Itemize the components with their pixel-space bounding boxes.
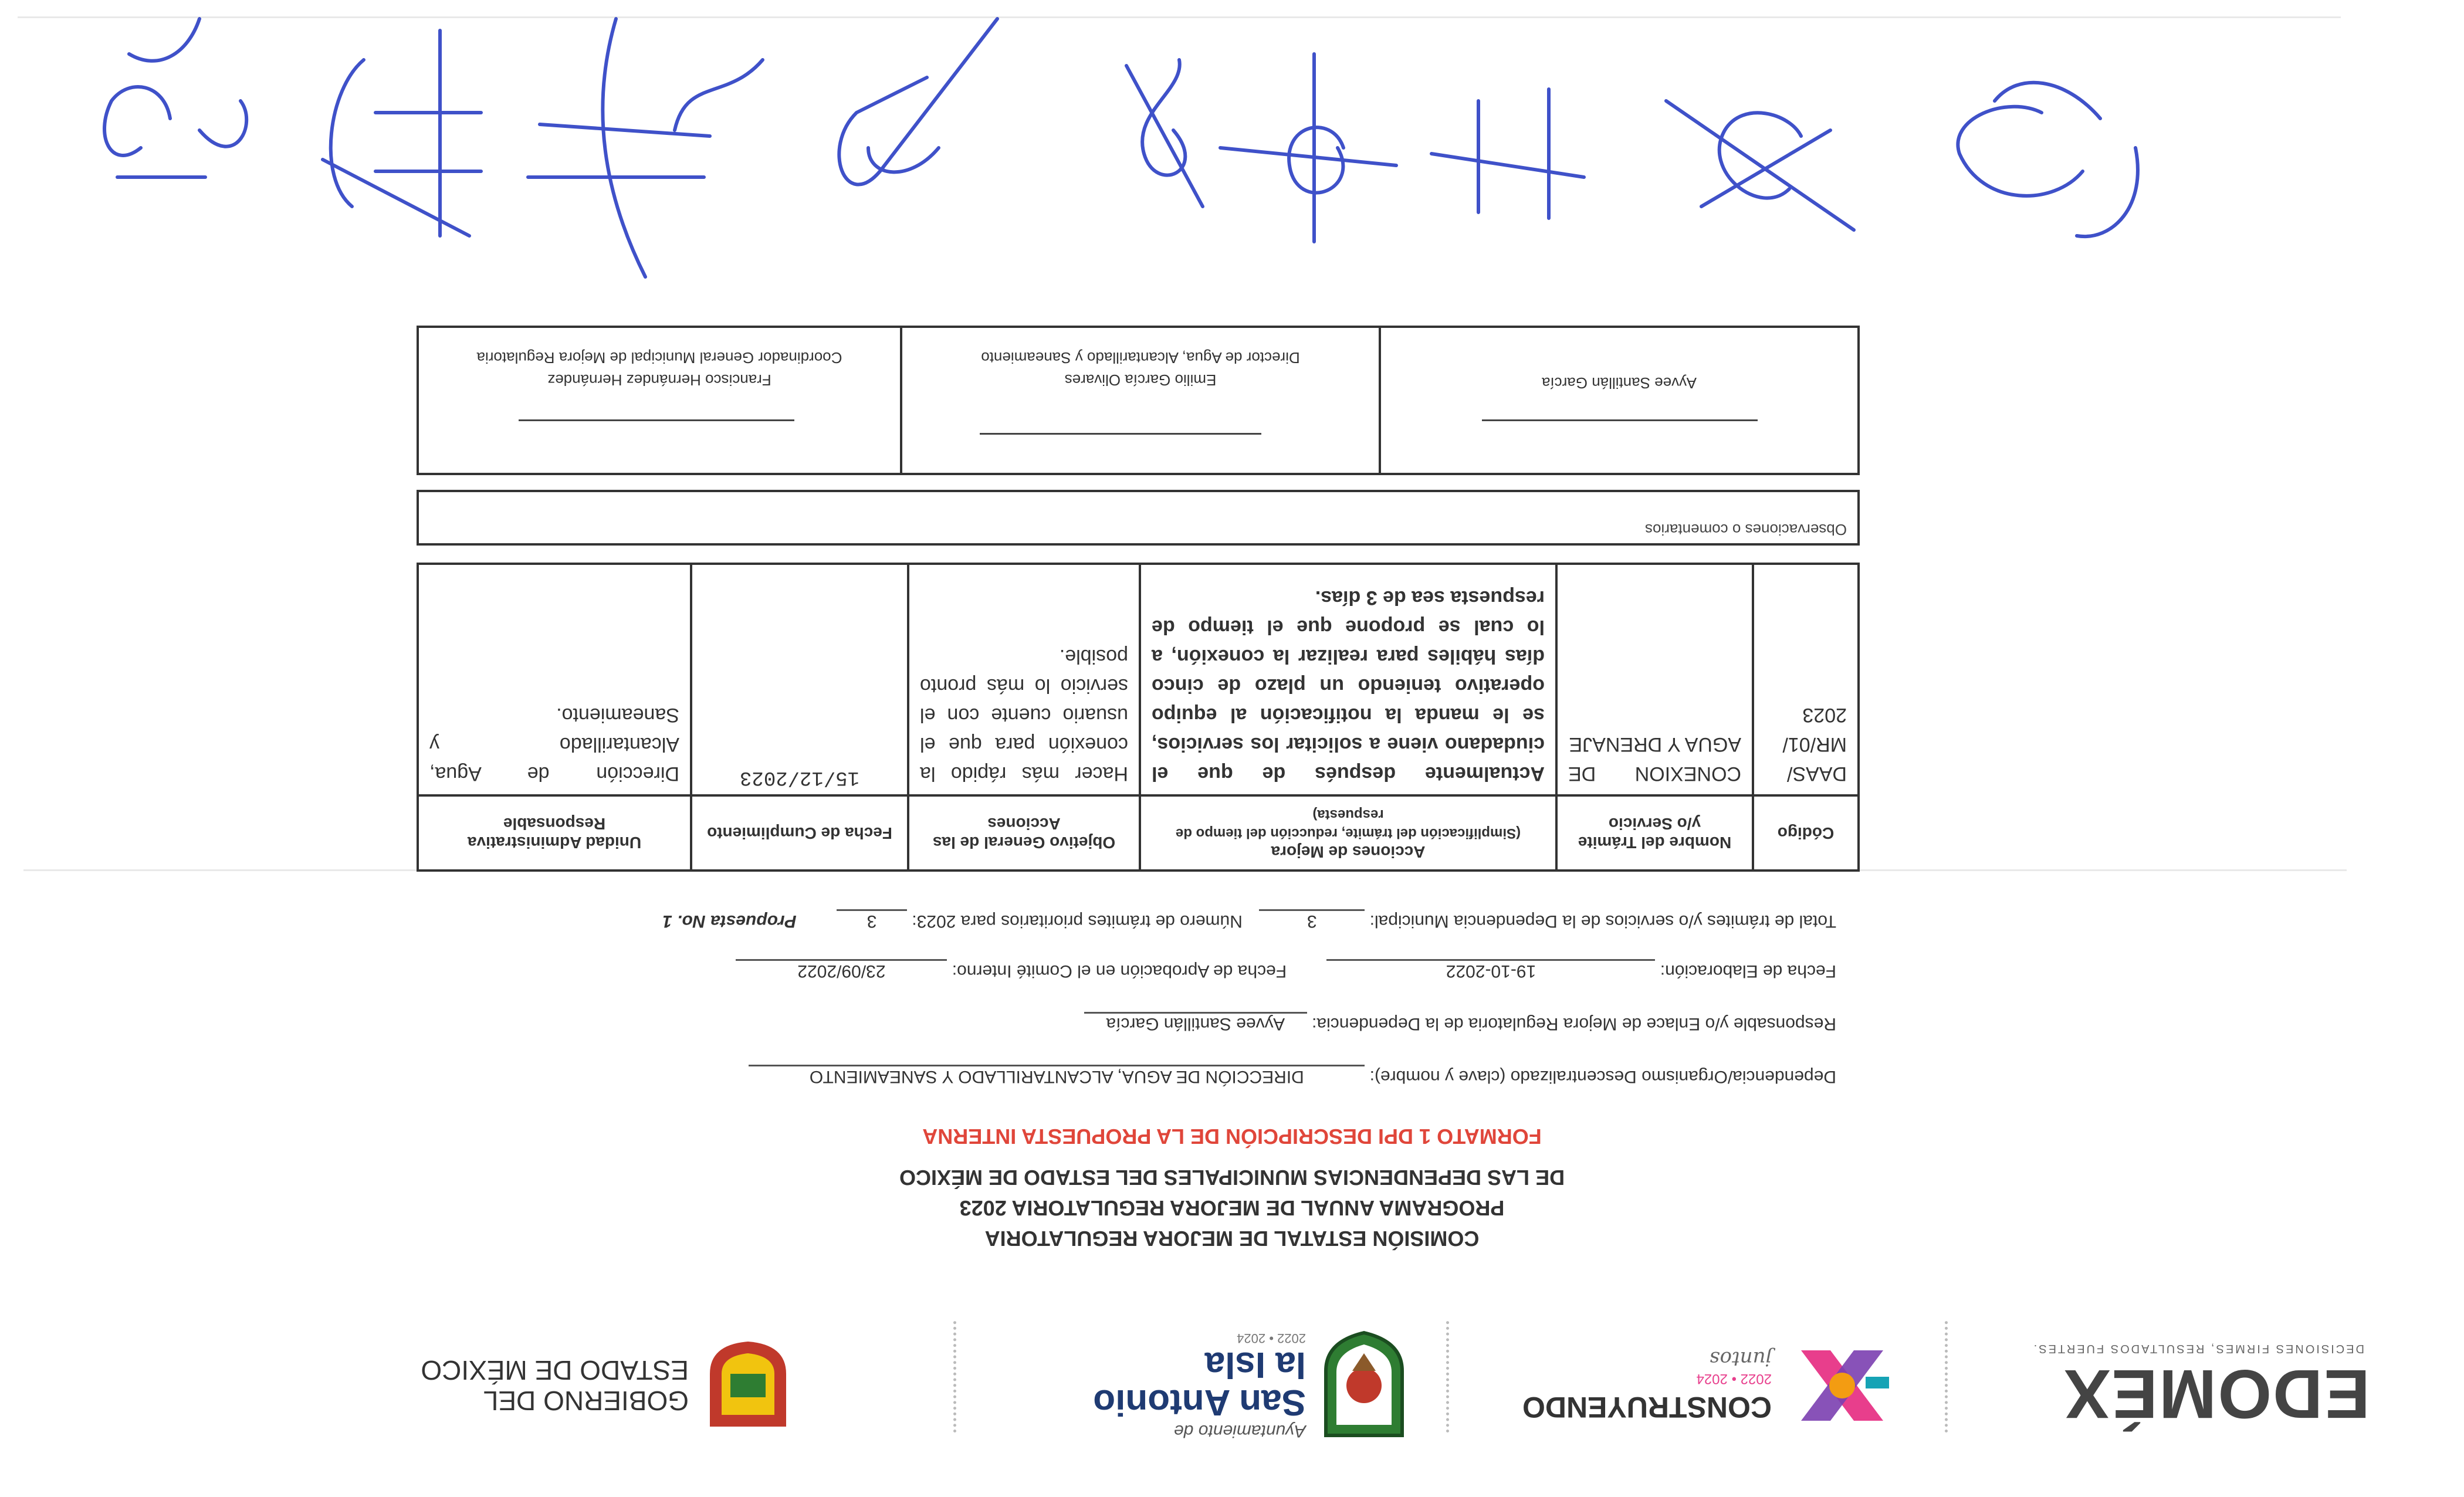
- signature-9: [1958, 83, 2138, 236]
- header-acciones-sub: (Simplificación del trámite, reducción del tiempo de respuesta): [1175, 807, 1521, 841]
- cell-nombre: CONEXION DE AGUA Y DRENAJE: [1556, 564, 1753, 795]
- fecha-aprobacion-label: Fecha de Aprobación en el Comité Interno:: [952, 961, 1287, 981]
- gobierno-line-1: GOBIERNO DEL: [483, 1386, 689, 1416]
- header-codigo: Código: [1753, 795, 1859, 871]
- header-objetivo: Objetivo General de las Acciones: [908, 795, 1140, 871]
- fecha-elaboracion-value: 19-10-2022: [1326, 959, 1655, 981]
- signature-2: [323, 31, 481, 236]
- firma-1-name: Ayvee Santillán García: [1542, 374, 1697, 392]
- construyendo-script: juntos: [1710, 1347, 1772, 1370]
- cell-objetivo: Hacer más rápido la conexión para que el usuario cuente con el servicio lo más pronto posible.: [908, 564, 1140, 795]
- format-title: FORMATO 1 DPI DESCRIPCIÓN DE LA PROPUESTA INTERNA: [922, 1125, 1542, 1149]
- signature-5: [1126, 60, 1203, 206]
- fecha-elaboracion-label: Fecha de Elaboración:: [1660, 961, 1836, 981]
- header-nombre: Nombre del Trámite y/o Servicio: [1556, 795, 1753, 871]
- signature-6: [1220, 54, 1396, 242]
- prioritarios-value: 3: [837, 909, 907, 931]
- cell-codigo: DAAS/ MR/01/ 2023: [1753, 564, 1859, 795]
- signature-8: [1666, 101, 1854, 230]
- signature-1: [104, 19, 246, 177]
- construyendo-wordmark: CONSTRUYENDO: [1522, 1391, 1772, 1424]
- cell-fecha: 15/12/2023: [691, 564, 908, 795]
- edomex-wordmark: EDOMÉX: [2063, 1355, 2370, 1433]
- responsable-label: Responsable y/o Enlace de Mejora Regulatoria de la Dependencia:: [1312, 1014, 1836, 1034]
- edomex-tagline: DECISIONES FIRMES, RESULTADOS FUERTES.: [2032, 1342, 2364, 1356]
- title-line-2: PROGRAMA ANUAL DE MEJORA REGULATORIA 2023: [959, 1196, 1505, 1220]
- ayuntamiento-period: 2022 • 2024: [1237, 1331, 1306, 1346]
- firma-3-title: Coordinador General Municipal de Mejora Regulatoria: [476, 349, 842, 367]
- title-line-1: COMISIÓN ESTATAL DE MEJORA REGULATORIA: [984, 1227, 1480, 1251]
- prioritarios-label: Número de trámites prioritarios para 2023:: [912, 912, 1243, 931]
- total-tramites-label: Total de trámites y/o servicios de la Dependencia Municipal:: [1369, 912, 1836, 931]
- signature-4: [839, 19, 997, 185]
- firma-2-title: Director de Agua, Alcantarillado y Saneamiento: [981, 349, 1300, 367]
- cell-acciones: Actualmente después de que el ciudadano viene a solicitar los servicios, se le manda la notificación al equipo operativo teniendo un plazo de cinco días hábiles para realizar la conexión, a lo cual se propone que el tiempo de respuesta sea de 3 días.: [1140, 564, 1556, 795]
- gobierno-line-2: ESTADO DE MÉXICO: [421, 1355, 689, 1386]
- dependencia-label: Dependencia/Organismo Descentralizado (clave y nombre):: [1369, 1067, 1836, 1086]
- responsable-value: Ayvee Santillán García: [1084, 1012, 1307, 1034]
- signature-7: [1431, 89, 1584, 218]
- construyendo-period: 2022 • 2024: [1696, 1371, 1772, 1387]
- dependencia-value: DIRECCIÓN DE AGUA, ALCANTARILLADO Y SANEAMIENTO: [749, 1065, 1365, 1086]
- total-tramites-value: 3: [1259, 909, 1365, 931]
- observaciones-label: Observaciones o comentarios: [1645, 521, 1847, 538]
- header-fecha: Fecha de Cumplimiento: [691, 795, 908, 871]
- cell-unidad: Dirección de Agua, Alcantarillado y Saneamiento.: [418, 564, 691, 795]
- propuesta-number: Propuesta No. 1: [662, 912, 797, 931]
- fecha-aprobacion-value: 23/09/2022: [736, 959, 947, 981]
- ayuntamiento-name-1: San Antonio: [1093, 1382, 1306, 1423]
- header-acciones-title: Acciones de Mejora: [1271, 843, 1426, 861]
- title-line-3: DE LAS DEPENDENCIAS MUNICIPALES DEL ESTADO DE MÉXICO: [899, 1166, 1565, 1190]
- header-unidad: Unidad Administrativa Responsable: [418, 795, 691, 871]
- signature-3: [528, 19, 763, 277]
- ayuntamiento-name-2: la Isla: [1204, 1344, 1306, 1385]
- firma-3-name: Francisco Hernández Hernández: [547, 371, 771, 389]
- ayuntamiento-prefix: Ayuntamiento de: [1174, 1421, 1306, 1441]
- firma-2-name: Emilio García Olivares: [1064, 371, 1217, 389]
